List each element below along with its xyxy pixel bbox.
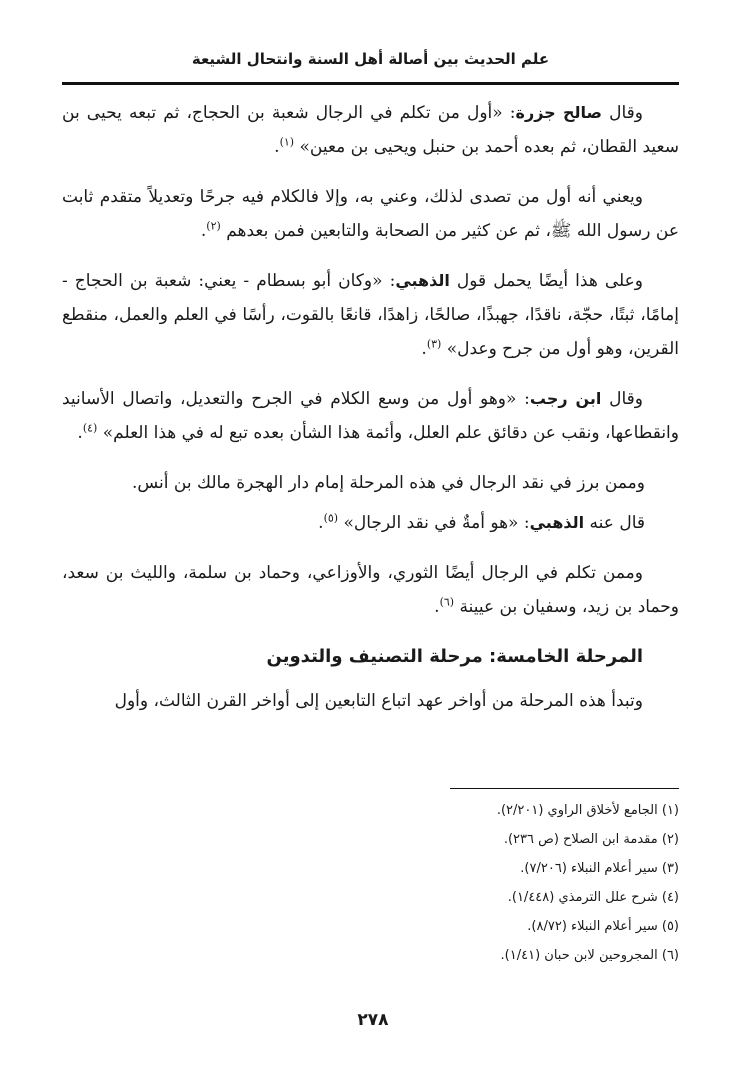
section-heading: المرحلة الخامسة: مرحلة التصنيف والتدوين	[266, 646, 643, 667]
page-number: ٢٧٨	[357, 1010, 389, 1030]
footnote-item: (٦) المجروحين لابن حبان (١/٤١).	[500, 948, 679, 963]
footnote-ref: (٣)	[426, 337, 442, 351]
footnote-ref: (٥)	[323, 511, 339, 525]
scholar-name: ابن رجب	[529, 389, 602, 408]
footnote-item: (٤) شرح علل الترمذي (١/٤٤٨).	[507, 890, 679, 905]
footnote-item: (٢) مقدمة ابن الصلاح (ص ٢٣٦).	[503, 832, 679, 847]
paragraph-malik: وممن برز في نقد الرجال في هذه المرحلة إمام دار الهجرة مالك بن أنس.	[131, 473, 645, 493]
paragraph-ibn-rajab: وقال ابن رجب: «وهو أول من وسع الكلام في الجرح والتعديل، واتصال الأسانيد وانقطاعها، ونقب عن دقائق علم العلل، وأئمة هذا الشأن بعده تبع له في هذا العلم» $^{(٤)}$.	[62, 389, 679, 443]
footnotes	[300, 796, 679, 970]
paragraph-saleh-jazara: وقال صالح جزرة: «أول من تكلم في الرجال شعبة بن الحجاج، ثم تبعه يحيى بن سعيد القطان، ثم بعده أحمد بن حنبل ويحيى بن معين» $^{(١)}$.	[62, 103, 679, 157]
running-header: علم الحديث بين أصالة أهل السنة وانتحال الشيعة	[191, 50, 550, 68]
paragraph-fifth-stage: وتبدأ هذه المرحلة من أواخر عهد اتباع التابعين إلى أواخر القرن الثالث، وأول	[114, 691, 643, 711]
footnote-ref: (٦)	[439, 595, 455, 609]
scholar-name: الذهبي	[395, 271, 450, 290]
main-text	[62, 96, 679, 734]
footnote-item: (٣) سير أعلام النبلاء (٧/٢٠٦).	[520, 861, 679, 876]
footnote-ref: (٢)	[206, 219, 221, 233]
footnote-ref: (١)	[279, 135, 295, 149]
footnote-ref: (٤)	[82, 421, 98, 435]
paragraph-explanation: ويعني أنه أول من تصدى لذلك، وعني به، وإلا فالكلام فيه جرحًا وتعديلاً متقدم ثابت عن رسول الله ﷺ، ثم عن كثير من الصحابة والتابعين فمن بعدهم $^{(٢)}$.	[62, 187, 679, 241]
narrator-name: صالح جزرة	[515, 103, 602, 122]
footnote-item: (٥) سير أعلام النبلاء (٨/٧٢).	[527, 919, 679, 934]
header-rule	[62, 82, 679, 85]
scholar-name: الذهبي	[529, 513, 585, 532]
footnote-item: (١) الجامع لأخلاق الراوي (٢/٢٠١).	[496, 803, 679, 818]
footnote-rule	[450, 788, 679, 789]
paragraph-dhahabi-quote: وعلى هذا أيضًا يحمل قول الذهبي: «وكان أبو بسطام - يعني: شعبة بن الحجاج - إمامًا، ثبتًا، حجّة، ناقدًا، جهبذًا، صالحًا، زاهدًا، قانعًا بالقوت، رأسًا في العلم والعمل، منقطع القرين، وهو أول من جرح وعدل» $^{(٣)}$.	[62, 271, 679, 359]
paragraph-dhahabi-on-malik: قال عنه الذهبي: «هو أمةٌ في نقد الرجال» $^{(٥)}$.	[318, 511, 645, 533]
paragraph-other-critics: وممن تكلم في الرجال أيضًا الثوري، والأوزاعي، وحماد بن سلمة، والليث بن سعد، وحماد بن زيد، وسفيان بن عيينة $^{(٦)}$.	[62, 563, 679, 617]
